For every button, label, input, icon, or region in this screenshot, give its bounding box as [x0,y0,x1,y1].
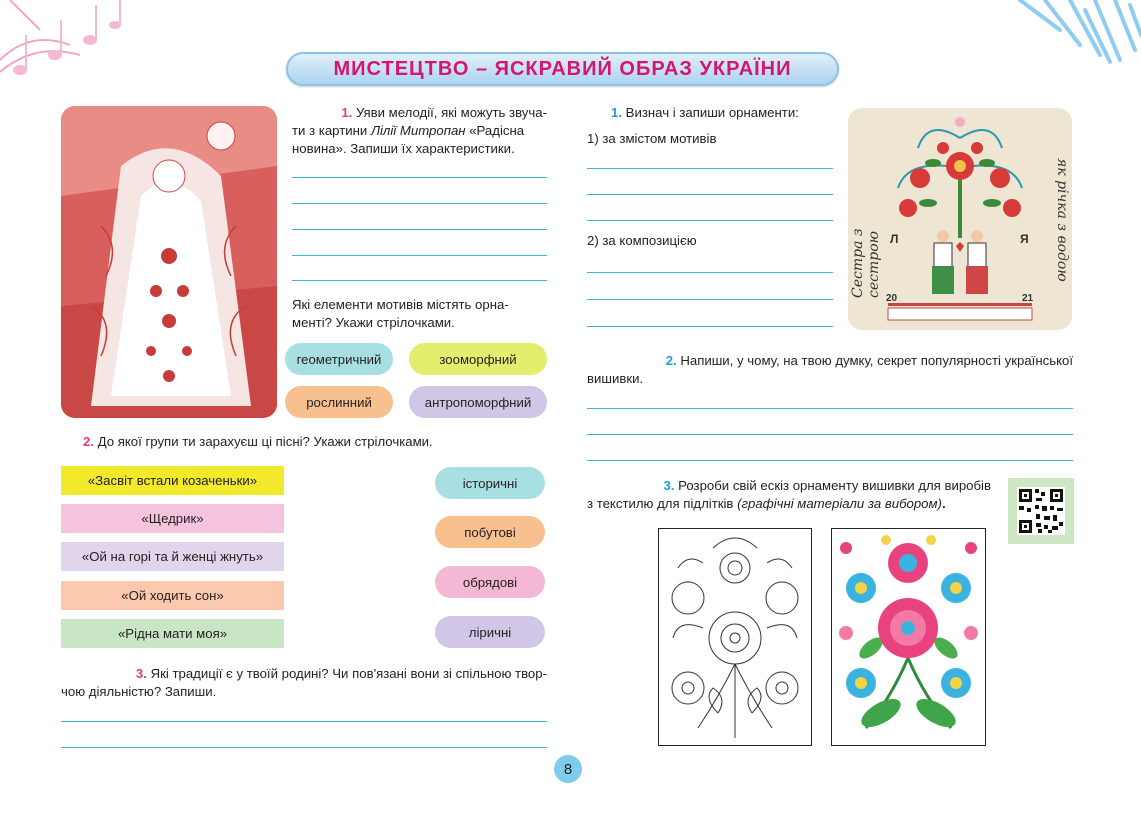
writing-line[interactable] [292,203,547,204]
task1-left-line2 [292,122,547,140]
task-text: з текстилю для підлітків [587,496,738,511]
task3-left-line1 [61,665,547,683]
embroidery-letter-ya: Я [1020,232,1029,246]
outline-ornament-sketch [658,528,812,746]
writing-line[interactable] [292,229,547,230]
motif-zoomorphic[interactable]: зооморфний [409,343,547,375]
task3-right-line2 [587,495,997,513]
task-number: 1. [341,105,353,120]
writing-line[interactable] [587,326,833,327]
qr-code[interactable] [1008,478,1074,544]
motifs-question-line1: Які елементи мотивів містять орна- [292,297,509,312]
task1-right-text [611,104,841,122]
writing-line[interactable] [587,460,1073,461]
task-number: 2. [83,434,94,449]
motif-floral[interactable]: рослинний [285,386,393,418]
writing-line[interactable] [587,168,833,169]
writing-line[interactable] [587,434,1073,435]
ornament-by-composition-label: 2) за композицією [587,233,697,248]
task2-left-text [83,433,553,451]
task-text: Розроби свій ескіз орнаменту вишивки для виробів [678,478,991,493]
motifs-question-line2: менті? Укажи стрілочками. [292,315,455,330]
embroidery-year-left: 20 [886,293,898,304]
page-number: 8 [554,755,582,783]
task-text: Визнач і запиши орнаменти: [625,105,799,120]
writing-line[interactable] [587,194,833,195]
task-text: «Радісна [465,123,525,138]
group-historical[interactable]: історичні [435,467,545,499]
group-domestic[interactable]: побутові [435,516,545,548]
song-1[interactable]: «Засвіт встали козаченьки» [61,466,284,495]
writing-line[interactable] [292,255,547,256]
task-text: Які традиції є у твоїй родині? Чи пов'язані вони зі спільною твор- [150,666,547,681]
task2-right-line1 [587,352,1073,370]
song-5[interactable]: «Рідна мати моя» [61,619,284,648]
writing-line[interactable] [61,747,547,748]
writing-line[interactable] [587,272,833,273]
song-4[interactable]: «Ой ходить сон» [61,581,284,610]
writing-line[interactable] [587,408,1073,409]
task2-right-line2: вишивки. [587,371,644,386]
song-2[interactable]: «Щедрик» [61,504,284,533]
embroidery-left-caption: Сестра з сестрою [850,228,882,298]
task-number: 2. [665,353,677,368]
brush-strokes-decoration [1000,0,1141,70]
page-title-banner [286,52,839,86]
task-text: До якої групи ти зарахуєш ці пісні? Укажи стрілочками. [97,434,433,449]
task-text: Напиши, у чому, на твою думку, секрет популярності української [680,353,1073,368]
embroidery-letter-l: Л [890,232,899,246]
writing-line[interactable] [587,299,833,300]
writing-line[interactable] [292,177,547,178]
embroidery-year-right: 21 [1022,293,1034,304]
writing-line[interactable] [587,220,833,221]
embroidery-picture [848,108,1072,330]
task-text: ти з картини [292,123,371,138]
task3-left-line2: чою діяльністю? Запиши. [61,684,217,699]
writing-line[interactable] [292,280,547,281]
task-number: 3. [663,478,675,493]
writing-line[interactable] [61,721,547,722]
qr-code-icon [1008,478,1074,544]
embroidery-right-caption: як річка з водою [1054,158,1070,282]
group-ritual[interactable]: обрядові [435,566,545,598]
motif-anthropomorphic[interactable]: антропоморфний [409,386,547,418]
motif-geometric[interactable]: геометричний [285,343,393,375]
ornament-by-motifs-label: 1) за змістом мотивів [587,131,717,146]
painting-radisna-novyna [61,106,277,418]
task-text: Уяви мелодії, які можуть звуча- [356,105,547,120]
page-title: МИСТЕЦТВО – ЯСКРАВИЙ ОБРАЗ УКРАЇНИ [333,57,792,80]
task-number: 1. [611,105,622,120]
task-number: 3. [135,666,147,681]
task1-left-text [292,104,547,122]
song-3[interactable]: «Ой на горі та й женці жнуть» [61,542,284,571]
colored-ornament-sketch [831,528,986,746]
music-notes-decoration [0,0,150,100]
group-lyrical[interactable]: ліричні [435,616,545,648]
artist-name: Лілії Митропан [370,123,466,138]
task-text-italic: (графічні матеріали за вибором) [737,496,942,511]
task3-right-line1 [587,477,991,495]
task-text: . [941,496,946,511]
task1-left-line3: новина». Запиши їх характеристики. [292,141,515,156]
